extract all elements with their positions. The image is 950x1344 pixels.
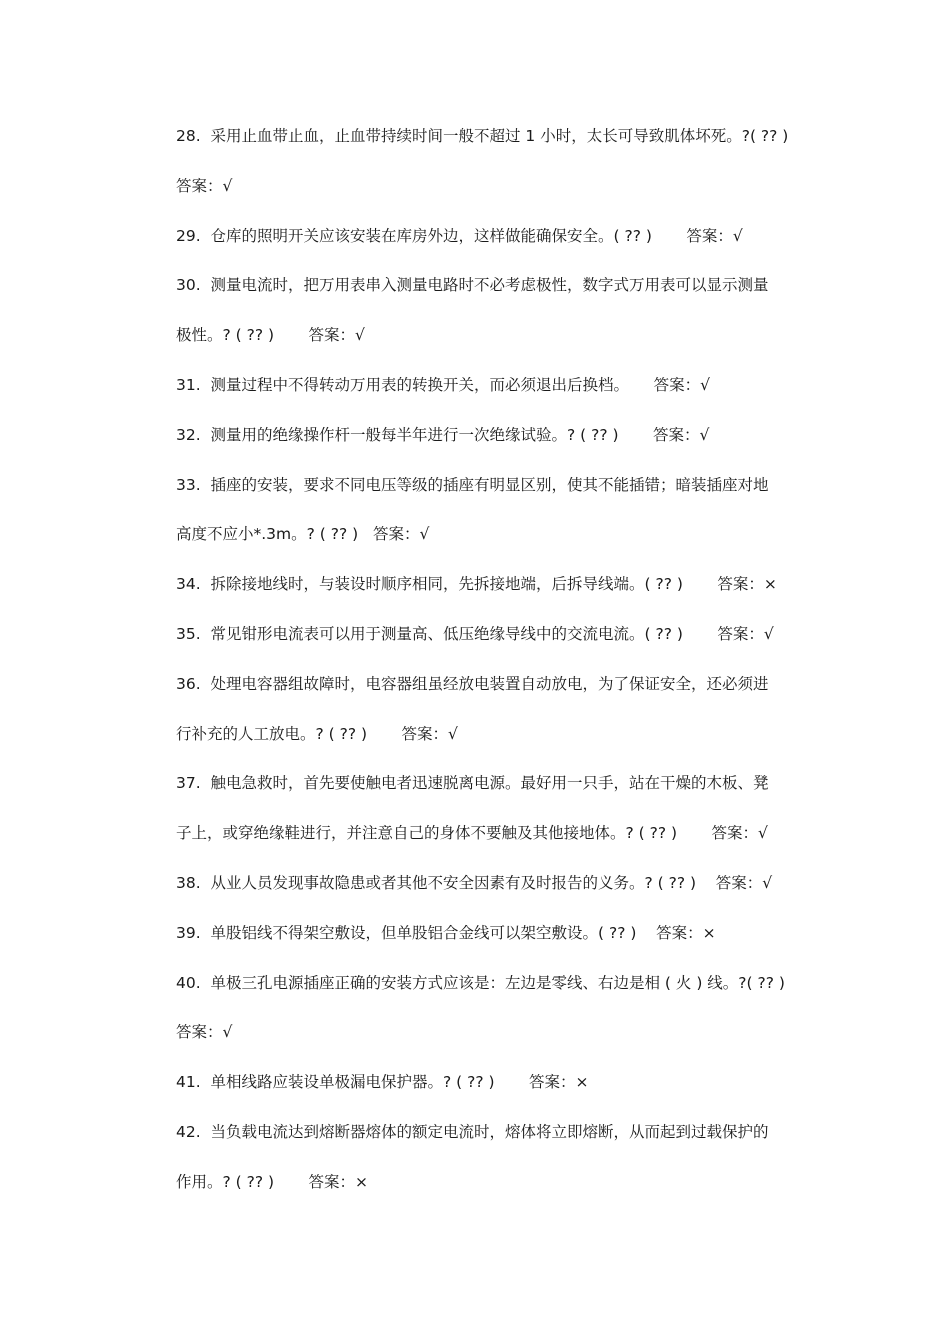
question-28-line-1: 28. 采用止血带止血，止血带持续时间一般不超过 1 小时，太长可导致肌体坏死。?( ?? ) xyxy=(176,127,789,145)
question-30-line-2: 极性。? ( ?? ) 答案：√ xyxy=(176,326,365,345)
question-33-line-1: 33. 插座的安装，要求不同电压等级的插座有明显区别，使其不能插错；暗装插座对地 xyxy=(176,475,769,494)
question-37-line-1: 37. 触电急救时，首先要使触电者迅速脱离电源。最好用一只手，站在干燥的木板、凳 xyxy=(176,774,769,793)
question-29-line-1: 29. 仓库的照明开关应该安装在库房外边，这样做能确保安全。( ?? ) 答案：√ xyxy=(176,226,743,245)
question-list xyxy=(176,112,816,1208)
question-42-line-2: 作用。? ( ?? ) 答案：× xyxy=(176,1172,369,1191)
question-40-line-1: 40. 单极三孔电源插座正确的安装方式应该是：左边是零线、右边是相 ( 火 ) 线。?( ?? ) xyxy=(176,973,785,992)
question-39-line-1: 39. 单股铝线不得架空敷设，但单股铝合金线可以架空敷设。( ?? ) 答案：× xyxy=(176,923,716,942)
question-40-answer: 答案：√ xyxy=(176,1023,233,1042)
question-32-line-1: 32. 测量用的绝缘操作杆一般每半年进行一次绝缘试验。? ( ?? ) 答案：√ xyxy=(176,425,710,444)
question-38-line-1: 38. 从业人员发现事故隐患或者其他不安全因素有及时报告的义务。? ( ?? ) 答案：√ xyxy=(176,873,773,892)
question-37-line-2: 子上，或穿绝缘鞋进行，并注意自己的身体不要触及其他接地体。? ( ?? ) 答案：√ xyxy=(176,824,768,843)
question-36-line-1: 36. 处理电容器组故障时，电容器组虽经放电装置自动放电，为了保证安全，还必须进 xyxy=(176,674,769,693)
question-31-line-1: 31. 测量过程中不得转动万用表的转换开关，而必须退出后换档。 答案：√ xyxy=(176,375,711,394)
question-36-line-2: 行补充的人工放电。? ( ?? ) 答案：√ xyxy=(176,724,458,743)
question-35-line-1: 35. 常见钳形电流表可以用于测量高、低压绝缘导线中的交流电流。( ?? ) 答案：√ xyxy=(176,624,774,643)
question-34-line-1: 34. 拆除接地线时，与装设时顺序相同，先拆接地端，后拆导线端。( ?? ) 答案：× xyxy=(176,575,777,594)
question-33-line-2: 高度不应小*.3m。? ( ?? ) 答案：√ xyxy=(176,525,430,544)
question-28-answer: 答案：√ xyxy=(176,176,233,195)
question-30-line-1: 30. 测量电流时，把万用表串入测量电路时不必考虑极性，数字式万用表可以显示测量 xyxy=(176,276,769,295)
question-41-line-1: 41. 单相线路应装设单极漏电保护器。? ( ?? ) 答案：× xyxy=(176,1073,589,1092)
question-42-line-1: 42. 当负载电流达到熔断器熔体的额定电流时，熔体将立即熔断，从而起到过载保护的 xyxy=(176,1122,769,1141)
